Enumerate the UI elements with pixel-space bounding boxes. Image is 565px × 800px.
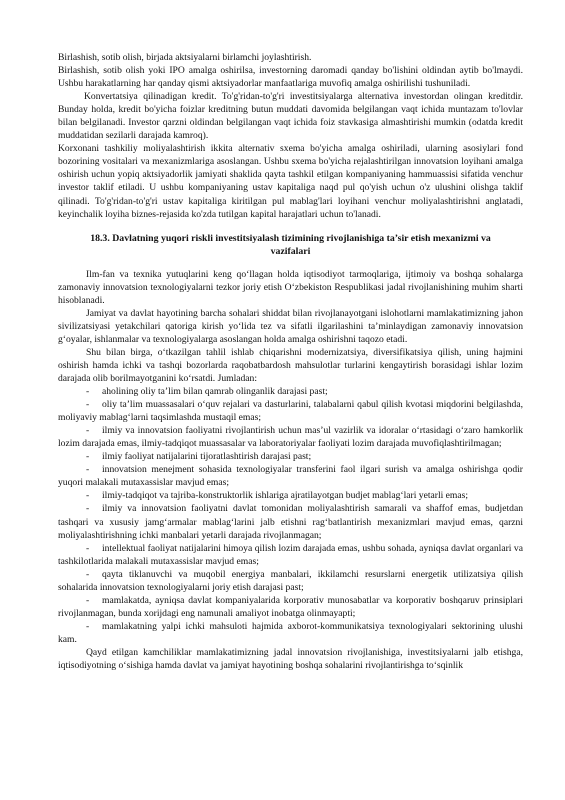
list-item xyxy=(58,385,523,398)
deficiency-list xyxy=(58,385,523,646)
paragraph: Jamiyat va davlat hayotining barcha sohalari shiddat bilan rivojlanayotgani islohotlarni mamlakatimizning jahon sivilizatsiyasi yetakchilari qatoriga kirish yo‘lida tez va sifatli ilgarilashini ta’minlaydigan zamonaviy innovatsion g‘oyalar, ishlanmalar va texnologiyalarga asoslangan holda amalga oshirishni taqozo etadi. xyxy=(58,307,523,345)
list-marker: - xyxy=(86,542,90,554)
document-page xyxy=(58,51,523,672)
list-item-text: intellektual faoliyat natijalarini himoya qilish lozim darajada emas, ushbu sohada, ayniqsa davlat organlari va tashkilotlarida malakali mutaxassislar mavjud emas; xyxy=(58,542,523,567)
list-marker: - xyxy=(86,490,90,502)
list-item xyxy=(58,489,523,502)
list-item-text: ilmiy va innovatsion faoliyatni rivojlantirish uchun mas’ul vazirlik va idoralar o‘rtasidagi o‘zaro hamkorlik lozim darajada emas, ilmiy-tadqiqot muassasalar va laboratoriyalar faoliyati lozim darajada muvofiqlashtirilmagan; xyxy=(58,425,523,450)
list-item xyxy=(58,450,523,463)
paragraph: Birlashish, sotib olish yoki IPO amalga oshirilsa, investorning daromadi qanday bo'lishini oldindan aytib bo'lmaydi. Ushbu harakatlarning har qanday qismi aktsiyadorlar manfaatlariga muvofiq amalga oshirilishi tushuniladi. xyxy=(58,65,523,90)
paragraph: Ilm-fan va texnika yutuqlarini keng qo‘llagan holda iqtisodiyot tarmoqlariga, ijtimoiy va boshqa sohalarga zamonaviy innovatsion texnologiyalarni tezkor joriy etish O‘zbekiston Respublikasi jadal rivojlanishining muhim sharti hisoblanadi. xyxy=(58,268,523,306)
paragraph: Konvertatsiya qilinadigan kredit. To'g'ridan-to'g'ri investitsiyalarga alternativa investordan olingan kreditdir. Bunday holda, kredit bo'yicha foizlar kreditning butun muddati davomida belgilangan vaqt ichida muntazam to'lovlar bilan belgilanadi. Investor qarzni oldindan belgilangan vaqt ichida foiz stavkasiga almashtirishi mumkin (odatda kredit muddatidan sezilarli darajada kamroq). xyxy=(58,91,523,142)
list-item xyxy=(58,542,523,568)
list-item xyxy=(58,568,523,594)
list-item-text: mamlakatda, ayniqsa davlat kompaniyalarida korporativ munosabatlar va korporativ boshqaruv prinsiplari rivojlanmagan, bunda xorijdagi eng namunali amaliyot inobatga olinmayapti; xyxy=(58,594,523,619)
section-heading: 18.3. Davlatning yuqori riskli investitsiyalash tizimining rivojlanishiga ta’sir etish mexanizmi va vazifalari xyxy=(90,232,491,257)
list-item xyxy=(58,594,523,620)
list-item xyxy=(58,398,523,424)
paragraph: Qayd etilgan kamchiliklar mamlakatimizning jadal innovatsion rivojlanishiga, investitsiyalarni jalb etishga, iqtisodiyotning o‘sishiga hamda davlat va jamiyat hayotining boshqa sohalarini rivojlantirishga to‘sqinlik xyxy=(58,646,523,672)
paragraph: Birlashish, sotib olish, birjada aktsiyalarni birlamchi joylashtirish. xyxy=(58,52,312,63)
list-marker: - xyxy=(86,503,90,515)
list-item-text: innovatsion menejment sohasida texnologiyalar transferini faol ilgari surish va amalga oshirishga qodir yuqori malakali mutaxassislar mavjud emas; xyxy=(58,464,523,489)
list-item-text: aholining oliy ta’lim bilan qamrab olinganlik darajasi past; xyxy=(102,386,328,398)
list-item xyxy=(58,620,523,646)
list-marker: - xyxy=(86,451,90,463)
list-marker: - xyxy=(86,594,90,606)
list-marker: - xyxy=(86,464,90,476)
list-marker: - xyxy=(86,568,90,580)
list-item xyxy=(58,463,523,489)
list-item xyxy=(58,502,523,541)
list-marker: - xyxy=(86,399,90,411)
paragraph: Korxonani tashkiliy moliyalashtirish ikkita alternativ sxema bo'yicha amalga oshiriladi, ularning asosiylari fond bozorining vositalari va mexanizmlariga asoslangan. Ushbu sxema bo'yicha rejalashtirilgan innovatsion loyihani amalga oshirish uchun yopiq aktsiyadorlik jamiyati shaklida qayta tashkil etilgan kompaniyaning hammuassisi sifatida venchur investor taklif etiladi. U ushbu kompaniyaning ustav kapitaliga naqd pul qo'yish uchun o'z ulushini olishga taklif qilinadi. To'g'ridan-to'g'ri ustav kapitaliga kiritilgan pul mablag'lari loyihani venchur moliyalashtirishni anglatadi, keyinchalik loyiha biznes-rejasida ko'zda tutilgan kapital harajatlari uchun to'lanadi. xyxy=(58,143,523,220)
list-item xyxy=(58,424,523,450)
list-item-text: qayta tiklanuvchi va muqobil energiya manbalari, ikkilamchi resurslarni energetik utilizatsiya qilish sohalarida innovatsion texnologiyalarni joriy etish darajasi past; xyxy=(58,568,523,593)
list-marker: - xyxy=(86,620,90,632)
list-item-text: oliy ta’lim muassasalari o‘quv rejalari va dasturlarini, talabalarni qabul qilish kvotasi miqdorini belgilashda, moliyaviy mablag‘larni taqsimlashda mustaqil emas; xyxy=(58,399,523,424)
list-item-text: ilmiy-tadqiqot va tajriba-konstruktorlik ishlariga ajratilayotgan budjet mablag‘lari yetarli emas; xyxy=(102,490,469,502)
list-item-text: ilmiy va innovatsion faoliyatni davlat tomonidan moliyalashtirish samarali va shaffof emas, budjetdan tashqari va xususiy jamg‘armalar mablag‘larini jalb etishni rag‘batlantirish mexanizmlari mavjud emas, qarzni moliyalashtirishning ichki manbalari yetarli darajada rivojlanmagan; xyxy=(58,503,523,541)
list-item-text: ilmiy faoliyat natijalarini tijoratlashtirish darajasi past; xyxy=(102,451,312,463)
paragraph: Shu bilan birga, o‘tkazilgan tahlil ishlab chiqarishni modernizatsiya, diversifikatsiya qilish, uning hajmini oshirish hamda ichki va tashqi bozorlarda raqobatbardosh mahsulotlar turlarini kengaytirish borasidagi ishlar lozim darajada olib borilmayotganini ko‘rsatdi. Jumladan: xyxy=(58,346,523,384)
list-marker: - xyxy=(86,386,90,398)
list-marker: - xyxy=(86,425,90,437)
list-item-text: mamlakatning yalpi ichki mahsuloti hajmida axborot-kommunikatsiya texnologiyalari sektorining ulushi kam. xyxy=(58,620,523,645)
